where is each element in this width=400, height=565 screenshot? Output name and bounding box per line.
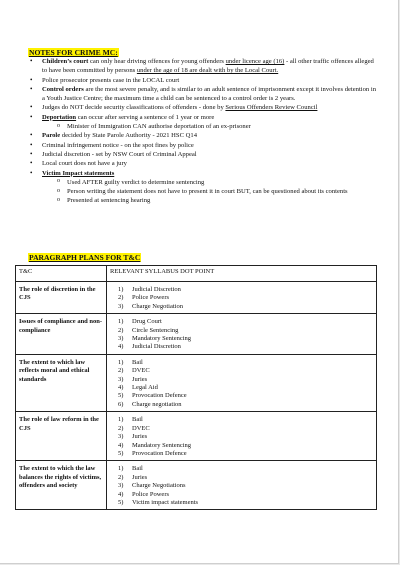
topic-cell: The extent to which law reflects moral and ethical standards [16, 354, 107, 411]
list-item: • Judicial discretion - set by NSW Court of Criminal Appeal [28, 150, 380, 159]
list-item: • Criminal infringement notice - on the spot fines by police [28, 141, 380, 150]
list-item: 5) Provocation Defence [118, 449, 187, 457]
list-item: 4) Mandatory Sentencing [118, 441, 192, 449]
paragraph-plans-table [15, 265, 377, 510]
list-item: 3) Juries [118, 433, 148, 441]
table-header-row [16, 266, 377, 282]
topic-cell: Issues of compliance and non-compliance [16, 314, 107, 355]
list-item: 4) Legal Aid [118, 384, 158, 392]
list-item: 2) DVEC [118, 367, 150, 375]
notes-list [28, 57, 380, 206]
notes-heading: NOTES FOR CRIME MC: [29, 48, 118, 57]
table-row [16, 412, 377, 461]
list-item: 1) Bail [118, 358, 143, 366]
column-header-dot-point: RELEVANT SYLLABUS DOT POINT [107, 266, 377, 282]
list-item: • Deportation can occur after serving a sentence of 1 year or more o Minister of Immigration CAN authorise deportation of an ex-prisoner [28, 113, 380, 132]
points-list [110, 286, 373, 311]
list-item: 5) Provocation Defence [118, 392, 187, 400]
plans-heading: PARAGRAPH PLANS FOR T&C [29, 253, 141, 262]
list-item: • Parole decided by State Parole Authority - 2021 HSC Q14 [28, 131, 380, 140]
points-list [110, 416, 373, 458]
points-cell [107, 354, 377, 411]
table-row [16, 282, 377, 314]
list-item: • Victim Impact statements o Used AFTER guilty verdict to determine sentencing o Person writing the statement does not have to present it in court BUT, can be questioned about its contents o Presented at sentencing hearing [28, 169, 380, 206]
points-list [110, 359, 373, 409]
topic-cell: The role of law reform in the CJS [16, 412, 107, 461]
list-item: 5) Victim impact statements [118, 498, 199, 506]
list-item: • Judges do NOT decide security classifications of offenders - done by Serious Offenders Review Council [28, 103, 380, 112]
list-item: 4) Police Powers [118, 490, 170, 498]
sub-list [42, 122, 380, 131]
list-item: 3) Mandatory Sentencing [118, 335, 192, 343]
list-item: • Police prosecutor presents case in the LOCAL court [28, 76, 380, 85]
list-item: 3) Juries [118, 375, 148, 383]
list-item: 1) Drug Court [118, 318, 162, 326]
sub-list-item: o Minister of Immigration CAN authorise deportation of an ex-prisoner [42, 122, 380, 131]
table-row [16, 354, 377, 411]
list-item: 2) Police Powers [118, 294, 170, 302]
list-item: 2) Circle Sentencing [118, 326, 179, 334]
topic-cell: The extent to which the law balances the rights of victims, offenders and society [16, 461, 107, 510]
sub-list-item: o Person writing the statement does not have to present it in court BUT, can be questioned about its contents [42, 187, 380, 196]
list-item: • Children’s court can only hear driving offences for young offenders under licence age (16) - all other traffic offences alleged to have been committed by persons under the age of 18 are dealt with by the Local Court. [28, 57, 380, 76]
list-item: • Local court does not have a jury [28, 159, 380, 168]
points-list [110, 318, 373, 352]
list-item: 1) Judicial Discretion [118, 286, 181, 293]
points-cell [107, 282, 377, 314]
list-item: 1) Bail [118, 416, 143, 424]
list-item: 2) Juries [118, 473, 148, 481]
list-item: 4) Judicial Discretion [118, 343, 181, 351]
sub-list-item: o Used AFTER guilty verdict to determine sentencing [42, 178, 380, 187]
list-item: 2) DVEC [118, 424, 150, 432]
points-cell [107, 314, 377, 355]
list-item: 3) Charge Negotiations [118, 482, 186, 490]
list-item: 3) Charge Negotiation [118, 302, 183, 310]
topic-cell: The role of discretion in the CJS [16, 282, 107, 314]
points-list [110, 465, 373, 507]
list-item: 1) Bail [118, 465, 143, 473]
points-cell [107, 412, 377, 461]
sub-list-item: o Presented at sentencing hearing [42, 196, 380, 205]
sub-list [42, 178, 380, 206]
list-item: • Control orders are the most severe penalty, and is similar to an adult sentence of imprisonment except it involves detention in a Youth Justice Centre; the maximum time a child can be sentenced to a control order is 2 years. [28, 85, 380, 104]
points-cell [107, 461, 377, 510]
column-header-tc: T&C [16, 266, 107, 282]
table-row [16, 314, 377, 355]
list-item: 6) Charge negotiation [118, 400, 182, 408]
table-row [16, 461, 377, 510]
